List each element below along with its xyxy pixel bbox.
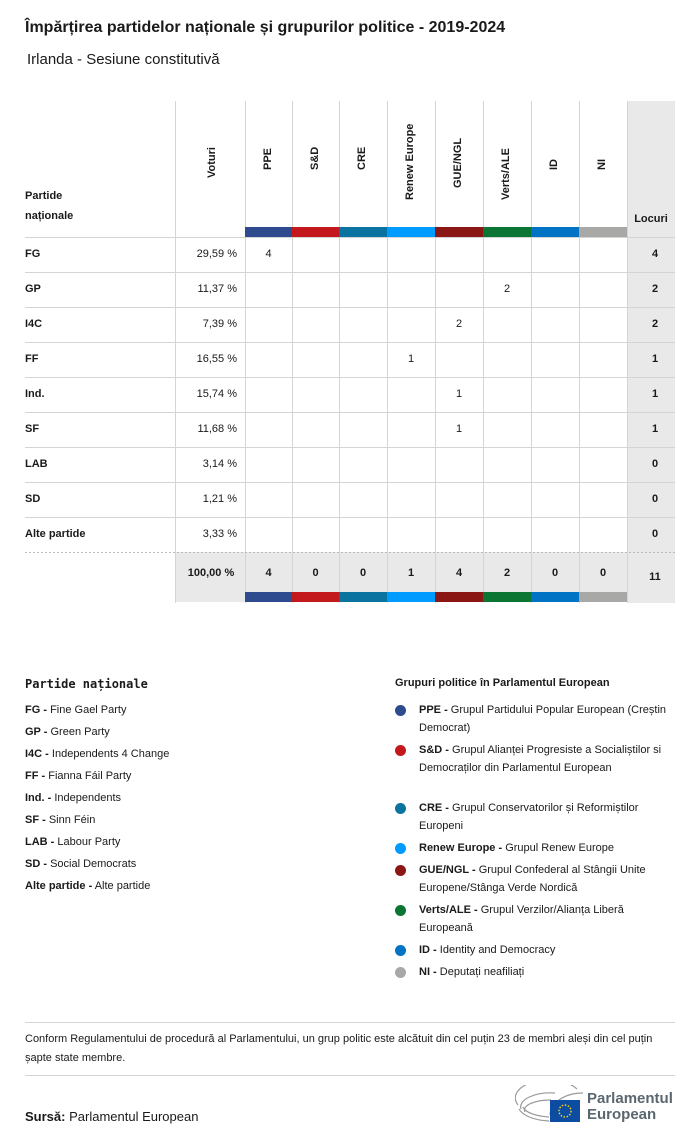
votes-total: 100,00 % [187,567,235,579]
group-color-dot-icon [395,705,406,716]
party-legend-title: Partide naționale [25,677,148,691]
column-divider [579,101,580,603]
party-legend-item [25,745,169,763]
party-legend-item [25,811,95,829]
seats-column-header: Locuri [634,213,668,225]
group-color-bar [531,592,579,602]
party-legend-code: GP - [25,726,48,738]
seats-total: 1 [651,423,659,435]
group-column-header: ID [548,159,560,170]
party-legend-name: Independents 4 Change [51,748,170,760]
votes-value: 11,37 % [197,283,237,295]
group-total: 4 [455,567,463,579]
group-color-bar [435,592,483,602]
group-color-dot-icon [395,865,406,876]
party-legend-code: SF - [25,814,46,826]
group-legend-code: CRE - [419,802,449,814]
seat-count: 1 [455,388,463,400]
group-legend-code: PPE - [419,704,448,716]
party-legend-name: Fianna Fáil Party [48,770,132,782]
group-legend-item [395,941,675,959]
group-total: 2 [503,567,511,579]
group-color-bar [483,227,531,237]
party-legend-name: Social Democrats [50,858,137,870]
group-legend-code: S&D - [419,744,449,756]
group-color-bar [339,227,387,237]
page-subtitle: Irlanda - Sesiune constitutivă [27,51,220,68]
seat-count: 4 [265,248,272,260]
party-code: GP [25,283,41,295]
party-legend-item [25,701,126,719]
party-legend-item [25,789,121,807]
group-column-header: GUE/NGL [452,137,464,188]
group-color-bar [579,592,627,602]
group-total: 0 [599,567,607,579]
group-legend-name: Grupul Alianței Progresiste a Socialiștilor si Democraților din Parlamentul European [419,744,662,774]
party-legend-name: Fine Gael Party [50,704,127,716]
group-legend-code: GUE/NGL - [419,864,476,876]
row-divider [25,482,675,483]
source-label: Sursă: [25,1109,66,1124]
group-color-dot-icon [395,945,406,956]
votes-value: 15,74 % [196,388,237,400]
row-divider [25,377,675,378]
totals-divider [25,552,675,553]
row-divider [25,447,675,448]
group-color-dot-icon [395,905,406,916]
group-column-header: S&D [308,146,321,170]
group-column-header: NI [596,159,608,170]
group-total: 0 [359,567,367,579]
row-divider [25,517,675,518]
party-code: Ind. [25,388,45,400]
logo-line-2: European [587,1106,657,1123]
party-legend-name: Sinn Féin [48,814,96,826]
column-divider [292,101,293,603]
group-legend-name: Grupul Confederal al Stângii Unite Europene/Stânga Verde Nordică [419,864,646,894]
group-legend-title: Grupuri politice în Parlamentul European [395,677,610,689]
party-column-header: Partide naționale [25,190,74,222]
group-color-dot-icon [395,745,406,756]
ep-logo [515,1085,675,1125]
group-color-bar [292,227,339,237]
votes-value: 3,33 % [202,528,237,540]
party-legend-name: Green Party [50,726,110,738]
votes-value: 29,59 % [196,248,237,260]
party-legend-code: SD - [25,858,47,870]
party-legend-name: Alte partide [94,880,151,892]
group-legend-name: Identity and Democracy [439,944,556,956]
header-divider [25,237,675,238]
seats-total: 0 [651,493,659,505]
group-color-bar [245,592,292,602]
seats-total: 1 [651,353,659,365]
group-legend-name: Grupul Verzilor/Alianța Liberă Europeană [419,904,624,934]
seats-grand-total: 11 [649,571,661,583]
group-column-header: Verts/ALE [500,148,512,200]
group-legend-code: Verts/ALE - [419,904,478,916]
divider [25,1022,675,1023]
party-code: LAB [25,458,48,470]
votes-value: 11,68 % [197,423,237,435]
row-divider [25,307,675,308]
party-legend-item [25,767,131,785]
seat-count: 1 [455,423,463,435]
divider [25,1075,675,1076]
column-divider [245,101,246,603]
seat-count: 2 [503,283,511,295]
votes-value: 16,55 % [196,353,237,365]
group-legend-item [395,741,675,777]
group-color-bar [387,227,435,237]
group-legend-item [395,701,675,737]
group-legend-item [395,839,675,857]
logo-line-1: Parlamentul [587,1090,673,1107]
group-total: 0 [551,567,559,579]
group-legend-code: NI - [419,966,437,978]
party-code: FF [25,353,39,365]
seats-total: 1 [651,388,659,400]
group-legend-item [395,901,675,937]
source [25,1109,198,1124]
party-code: Alte partide [25,528,86,540]
group-legend-name: Deputați neafiliați [439,966,525,978]
seat-count: 2 [455,318,463,330]
votes-column-header: Voturi [206,147,218,178]
group-color-bar [387,592,435,602]
group-color-bar [531,227,579,237]
group-total: 1 [407,567,415,579]
footnote: Conform Regulamentului de procedură al Parlamentului, un grup politic este alcătuit din cel puțin 23 de membri aleși din cel puțin șapte state membre. [25,1033,653,1064]
row-divider [25,412,675,413]
party-code: I4C [25,318,43,330]
column-divider [339,101,340,603]
group-color-bar [435,227,483,237]
group-legend-code: Renew Europe - [419,842,503,854]
votes-value: 3,14 % [202,458,237,470]
party-legend-code: LAB - [25,836,55,848]
group-total: 4 [265,567,272,579]
group-legend-item [395,799,675,835]
group-color-bar [483,592,531,602]
votes-value: 7,39 % [202,318,237,330]
party-legend-item [25,833,120,851]
group-color-dot-icon [395,803,406,814]
party-code: FG [25,248,41,260]
party-legend-code: I4C - [25,748,49,760]
row-divider [25,342,675,343]
group-column-header: CRE [356,146,368,170]
row-divider [25,272,675,273]
party-legend-code: Alte partide - [25,880,93,892]
group-color-dot-icon [395,843,406,854]
page-title: Împărțirea partidelor naționale și grupurilor politice - 2019-2024 [25,19,506,36]
group-color-dot-icon [395,967,406,978]
column-divider [483,101,484,603]
party-legend-name: Independents [54,792,122,804]
seats-total: 0 [651,458,659,470]
party-legend-code: Ind. - [25,792,52,804]
seat-count: 1 [407,353,415,365]
group-column-header: PPE [261,147,274,170]
party-legend-name: Labour Party [57,836,121,848]
group-color-bar [292,592,339,602]
seats-total: 2 [651,283,659,295]
group-legend-name: Grupul Conservatorilor și Reformiștilor Europeni [419,802,639,832]
party-code: SF [25,423,40,435]
party-legend-item [25,877,150,895]
votes-value: 1,21 % [202,493,237,505]
party-legend-code: FG - [25,704,47,716]
seats-total: 0 [651,528,659,540]
party-legend-code: FF - [25,770,46,782]
group-color-bar [245,227,292,237]
group-legend-item [395,861,675,897]
seats-total: 4 [651,248,659,260]
seats-total: 2 [651,318,659,330]
column-divider [435,101,436,603]
party-legend-item [25,855,136,873]
group-legend-name: Grupul Renew Europe [505,842,615,854]
group-legend-code: ID - [419,944,437,956]
party-legend-item [25,723,110,741]
group-color-bar [579,227,627,237]
source-value: Parlamentul European [69,1109,199,1124]
group-legend-name: Grupul Partidului Popular European (Creștin Democrat) [419,704,667,734]
hemicycle-logo-icon [515,1085,585,1125]
group-legend-item [395,963,675,981]
group-column-header: Renew Europe [404,123,416,200]
party-code: SD [25,493,41,505]
column-divider [531,101,532,603]
group-total: 0 [312,567,319,579]
group-color-bar [339,592,387,602]
